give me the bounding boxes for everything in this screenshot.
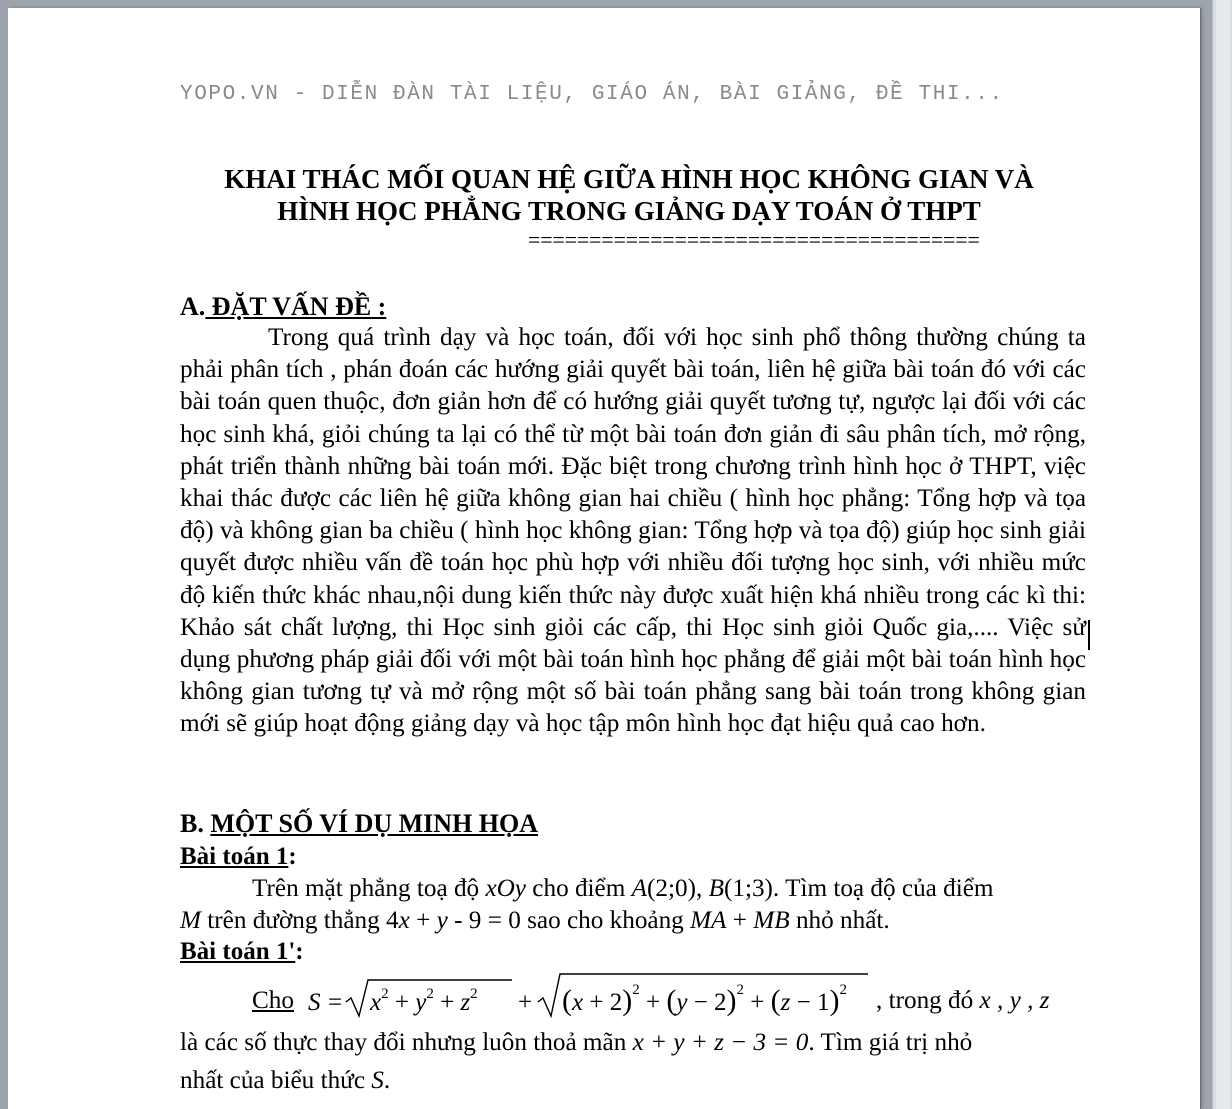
problem-1-line-2[interactable]: M trên đường thẳng 4x + y - 9 = 0 sao cho khoảng MA + MB nhỏ nhất. (180, 907, 890, 934)
s-formula (306, 972, 874, 1024)
section-b-heading (180, 809, 538, 839)
section-a-title: ĐẶT VẤN ĐỀ : (205, 292, 387, 321)
problem-1p-line-3[interactable]: nhất của biểu thức S. (180, 1067, 391, 1094)
problem-1p-heading: Bài toán 1': (180, 938, 304, 965)
formula-cho: Cho (252, 987, 294, 1014)
title-separator: ===================================== (528, 227, 980, 252)
problem-1p-line-2[interactable]: là các số thực thay đổi nhưng luôn thoả mãn x + y + z − 3 = 0. Tìm giá trị nhỏ (180, 1029, 973, 1056)
title-line-2: HÌNH HỌC PHẲNG TRONG GIẢNG DẠY TOÁN Ở THPT (277, 196, 981, 226)
formula-tail: , trong đó x , y , z (876, 987, 1050, 1014)
problem-1-heading: Bài toán 1: (180, 843, 297, 870)
formula-plus: + (518, 989, 533, 1016)
document-page[interactable] (8, 8, 1200, 1109)
section-a-heading (180, 292, 386, 322)
problem-1p-label: Bài toán 1' (180, 938, 296, 965)
scrollbar-track[interactable] (1216, 0, 1230, 1109)
page-header: YOPO.VN - DIỄN ĐÀN TÀI LIỆU, GIÁO ÁN, BÀI GIẢNG, ĐỀ THI... (180, 83, 1004, 106)
title-line-1: KHAI THÁC MỐI QUAN HỆ GIỮA HÌNH HỌC KHÔNG GIAN VÀ (224, 164, 1034, 194)
problem-1-label: Bài toán 1 (180, 843, 289, 870)
section-a-prefix: A. (180, 292, 206, 321)
formula-equals: = (328, 989, 343, 1016)
text-cursor (1088, 620, 1090, 650)
section-a-paragraph[interactable]: Trong quá trình dạy và học toán, đối với học sinh phổ thông thường chúng ta phải phân tích , phán đoán các hướng giải quyết bài toán, liên hệ giữa bài toán đó với các bài toán quen thuộc, đơn giản hơn để có hướng giải quyết tương tự, ngược lại đối với các học sinh khá, giỏi chúng ta lại có thể từ một bài toán đơn giản đi sâu phân tích, mở rộng, phát triển thành những bài toán mới. Đặc biệt trong chương trình hình học ở THPT, việc khai thác được các liên hệ giữa không gian hai chiều ( hình học phẳng: Tổng hợp và tọa độ) và không gian ba chiều ( hình học không gian: Tổng hợp và tọa độ) giúp học sinh giải quyết được nhiều vấn đề toán học phù hợp với nhiều đối tượng học sinh, với nhiều mức độ kiến thức khác nhau,nội dung kiến thức này được xuất hiện khá nhiều trong các kì thi: Khảo sát chất lượng, thi Học sinh giỏi các cấp, thi Học sinh giỏi Quốc gia,.... Việc sử dụng phương pháp giải đối với một bài toán hình học phẳng để giải một bài toán hình học không gian tương tự và mở rộng một số bài toán phẳng sang bài toán trong không gian mới sẽ giúp hoạt động giảng dạy và học tập môn hình học đạt hiệu quả cao hơn. (180, 324, 1086, 738)
section-b-title: MỘT SỐ VÍ DỤ MINH HỌA (210, 809, 539, 838)
radicand-1: $x^2 + y^2 + z^2$ (370, 986, 478, 1016)
section-b-prefix: B. (180, 809, 204, 838)
vertical-scrollbar[interactable] (1212, 0, 1232, 1109)
problem-1-line-1[interactable]: Trên mặt phẳng toạ độ xOy cho điểm A(2;0), B(1;3). Tìm toạ độ của điểm (252, 875, 994, 902)
radicand-2: $(x + 2)^2 + (y - 2)^2 + (z - 1)^2$ (562, 982, 847, 1017)
formula-s-symbol: S (308, 989, 321, 1016)
